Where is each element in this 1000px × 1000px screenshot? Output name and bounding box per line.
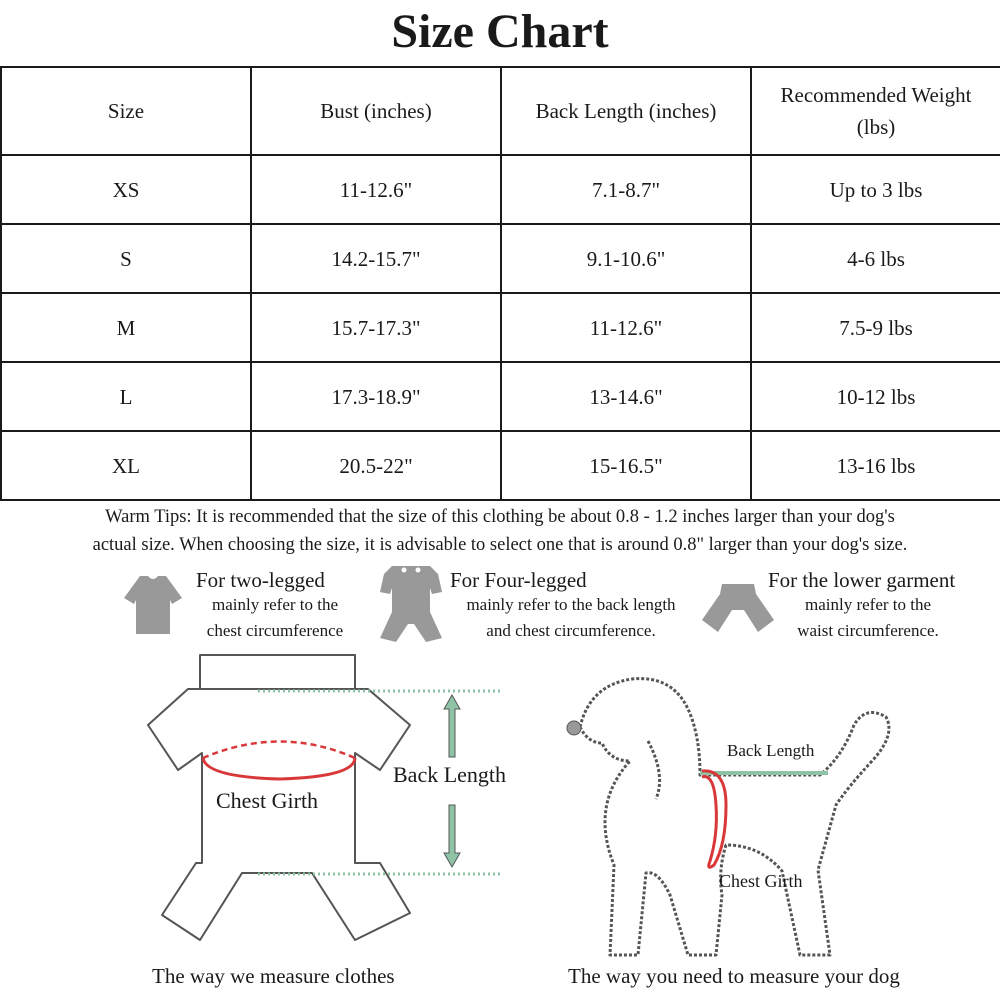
two-legged-title: For two-legged <box>196 568 325 592</box>
table-row <box>1 293 1000 362</box>
weight-cell: 7.5-9 lbs <box>751 293 1000 362</box>
dog-outline <box>580 679 889 955</box>
bust-cell: 20.5-22" <box>251 431 501 500</box>
back-length-arrow-bottom <box>444 805 460 867</box>
lower-garment-desc-line-2: waist circumference. <box>797 621 939 640</box>
size-cell: XS <box>1 155 251 224</box>
dog-back-length-label: Back Length <box>727 741 815 760</box>
back-length-cell: 9.1-10.6" <box>501 224 751 293</box>
two-legged-desc-line-2: chest circumference <box>206 621 344 640</box>
lower-garment-title: For the lower garment <box>768 568 956 592</box>
table-header-row <box>1 67 1000 155</box>
two-legged-shirt-icon <box>120 572 186 638</box>
weight-cell: 13-16 lbs <box>751 431 1000 500</box>
two-legged-desc <box>196 592 354 644</box>
back-length-cell: 7.1-8.7" <box>501 155 751 224</box>
header-back-length: Back Length (inches) <box>501 67 751 155</box>
table-row <box>1 362 1000 431</box>
size-cell: S <box>1 224 251 293</box>
weight-cell: Up to 3 lbs <box>751 155 1000 224</box>
dog-caption: The way you need to measure your dog <box>568 964 900 988</box>
dog-chest-girth-loop <box>702 771 726 867</box>
warm-tips-line-2: actual size. When choosing the size, it is advisable to select one that is around 0.8" larger than your dog's size. <box>92 535 908 555</box>
clothes-measurement-diagram <box>140 645 520 960</box>
weight-cell: 4-6 lbs <box>751 224 1000 293</box>
back-length-cell: 11-12.6" <box>501 293 751 362</box>
table-row <box>1 431 1000 500</box>
lower-garment-desc-line-1: mainly refer to the <box>804 595 932 614</box>
bust-cell: 11-12.6" <box>251 155 501 224</box>
clothes-caption: The way we measure clothes <box>152 964 395 988</box>
table-row <box>1 155 1000 224</box>
dog-nose <box>567 721 581 735</box>
lower-garment-icon <box>700 580 776 636</box>
two-legged-desc-line-1: mainly refer to the <box>211 595 339 614</box>
warm-tips-line-1: Warm Tips: It is recommended that the size of this clothing be about 0.8 - 1.2 inches larger than your dog's <box>105 507 895 527</box>
header-size: Size <box>1 67 251 155</box>
warm-tips <box>0 503 1000 559</box>
clothes-chest-girth-label: Chest Girth <box>216 788 319 813</box>
bust-cell: 15.7-17.3" <box>251 293 501 362</box>
header-recommended-weight: Recommended Weight (lbs) <box>751 67 1000 155</box>
page-title: Size Chart <box>391 5 609 58</box>
size-cell: L <box>1 362 251 431</box>
clothes-back-length-label: Back Length <box>393 762 507 787</box>
table-row <box>1 224 1000 293</box>
back-length-arrow-top <box>444 695 460 757</box>
dog-ear <box>648 741 660 799</box>
bust-cell: 14.2-15.7" <box>251 224 501 293</box>
header-bust: Bust (inches) <box>251 67 501 155</box>
back-length-cell: 15-16.5" <box>501 431 751 500</box>
size-cell: M <box>1 293 251 362</box>
back-length-cell: 13-14.6" <box>501 362 751 431</box>
bust-cell: 17.3-18.9" <box>251 362 501 431</box>
lower-garment-desc <box>778 592 958 644</box>
four-legged-title: For Four-legged <box>450 568 587 592</box>
size-cell: XL <box>1 431 251 500</box>
weight-cell: 10-12 lbs <box>751 362 1000 431</box>
size-table <box>0 66 1000 501</box>
dog-chest-girth-label: Chest Girth <box>719 871 803 891</box>
four-legged-desc-line-1: mainly refer to the back length <box>466 595 676 614</box>
four-legged-desc-line-2: and chest circumference. <box>486 621 656 640</box>
four-legged-desc <box>446 592 696 644</box>
four-legged-suit-icon <box>378 562 444 644</box>
dog-measurement-diagram <box>550 665 920 960</box>
